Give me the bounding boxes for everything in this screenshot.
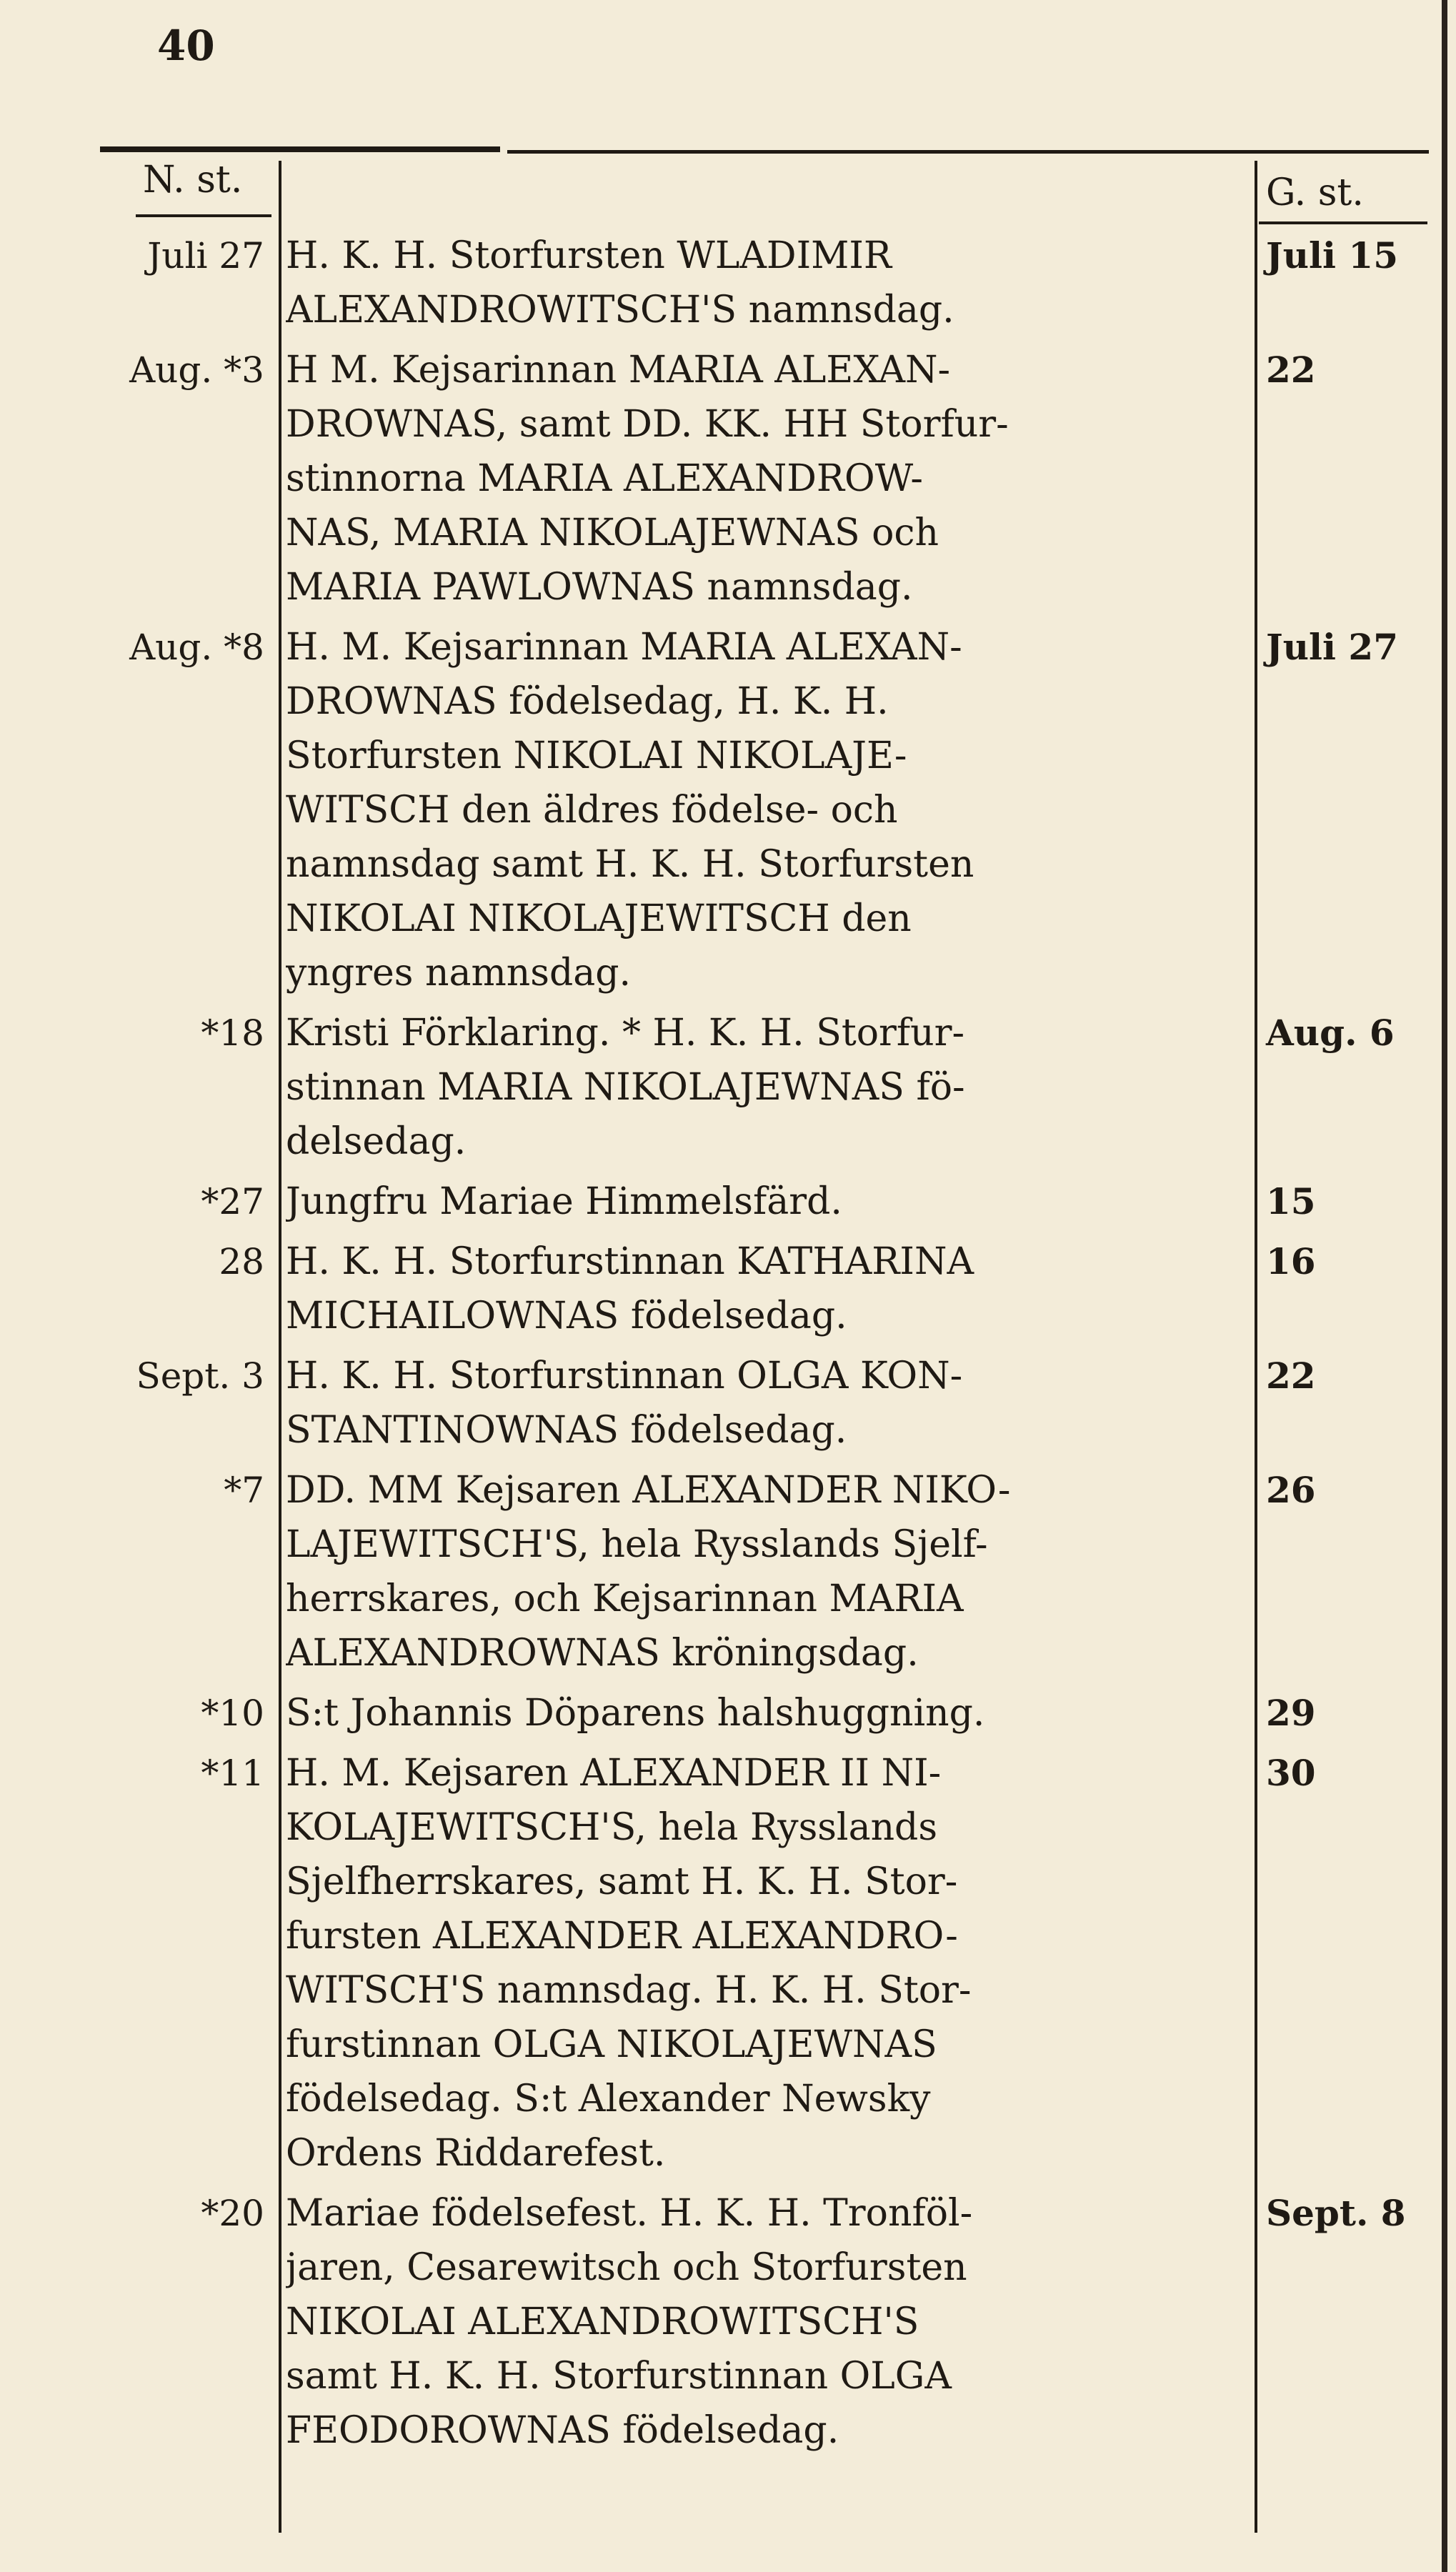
- entry-line: Storfursten NIKOLAI NIKOLAJE-: [286, 734, 907, 777]
- entry-text: [286, 1746, 1243, 2180]
- entry-line: DD. MM Kejsaren ALEXANDER NIKO-: [286, 1469, 1011, 1512]
- top-rule-left: [100, 146, 500, 152]
- entry-line: MARIA PAWLOWNAS namnsdag.: [286, 566, 913, 609]
- old-style-date: 30: [1266, 1752, 1316, 1794]
- entry-line: H. K. H. Storfurstinnan OLGA KON-: [286, 1355, 963, 1397]
- old-style-date: Aug. 6: [1266, 1012, 1395, 1054]
- entry-line: H. K. H. Storfurstinnan KATHARINA: [286, 1240, 974, 1283]
- entry-line: furstinnan OLGA NIKOLAJEWNAS: [286, 2023, 937, 2066]
- entry-line: S:t Johannis Döparens halshuggning.: [286, 1692, 985, 1735]
- header-rule-left: [136, 214, 271, 217]
- entry-line: DROWNAS födelsedag, H. K. H.: [286, 680, 889, 723]
- new-style-date: *18: [201, 1012, 264, 1054]
- entry-line: Sjelfherrskares, samt H. K. H. Stor-: [286, 1860, 958, 1903]
- new-style-date: *27: [201, 1181, 264, 1222]
- entry-line: stinnorna MARIA ALEXANDROW-: [286, 457, 923, 500]
- entry-text: [286, 620, 1243, 1000]
- entry-line: NIKOLAI NIKOLAJEWITSCH den: [286, 897, 912, 940]
- divider-left: [279, 161, 281, 2533]
- new-style-date: *7: [224, 1470, 264, 1511]
- old-style-date: 22: [1266, 1355, 1316, 1397]
- entry-line: FEODOROWNAS födelsedag.: [286, 2409, 839, 2452]
- old-style-date: 15: [1266, 1180, 1316, 1222]
- entry-line: STANTINOWNAS födelsedag.: [286, 1409, 847, 1452]
- old-style-date: Juli 27: [1266, 626, 1398, 668]
- entry-line: Mariae födelsefest. H. K. H. Tronföl-: [286, 2192, 973, 2235]
- entry-line: fursten ALEXANDER ALEXANDRO-: [286, 1915, 958, 1958]
- old-style-date: Juli 15: [1266, 234, 1398, 276]
- old-style-date: 26: [1266, 1469, 1316, 1511]
- entry-line: stinnan MARIA NIKOLAJEWNAS fö-: [286, 1066, 965, 1109]
- new-style-date: Juli 27: [147, 235, 264, 276]
- top-rule-right: [507, 150, 1429, 154]
- entry-line: H. K. H. Storfursten WLADIMIR: [286, 234, 892, 277]
- entry-line: DROWNAS, samt DD. KK. HH Storfur-: [286, 403, 1009, 446]
- entry-text: [286, 1463, 1243, 1680]
- entry-line: yngres namnsdag.: [286, 952, 632, 995]
- entry-text: [286, 1006, 1243, 1169]
- header-ns: N. st.: [143, 159, 243, 201]
- entry-text: [286, 1235, 1243, 1343]
- new-style-date: Sept. 3: [136, 1355, 264, 1397]
- old-style-date: Sept. 8: [1266, 2192, 1406, 2234]
- entry-line: NAS, MARIA NIKOLAJEWNAS och: [286, 512, 939, 554]
- entry-line: herrskares, och Kejsarinnan MARIA: [286, 1577, 964, 1620]
- new-style-date: *20: [201, 2193, 264, 2234]
- divider-right: [1255, 161, 1257, 2533]
- new-style-date: 28: [219, 1241, 264, 1282]
- header-rule-right: [1259, 221, 1427, 224]
- entry-line: samt H. K. H. Storfurstinnan OLGA: [286, 2355, 952, 2398]
- entry-line: ALEXANDROWNAS kröningsdag.: [286, 1632, 919, 1675]
- entry-line: NIKOLAI ALEXANDROWITSCH'S: [286, 2301, 919, 2343]
- entry-line: MICHAILOWNAS födelsedag.: [286, 1295, 847, 1337]
- entry-line: WITSCH'S namnsdag. H. K. H. Stor-: [286, 1969, 972, 2012]
- entry-text: [286, 1175, 1243, 1229]
- entry-text: [286, 343, 1243, 614]
- entry-line: LAJEWITSCH'S, hela Rysslands Sjelf-: [286, 1523, 988, 1566]
- entry-text: [286, 1349, 1243, 1457]
- entry-line: Kristi Förklaring. * H. K. H. Storfur-: [286, 1012, 965, 1055]
- entry-line: namnsdag samt H. K. H. Storfursten: [286, 843, 974, 886]
- page-number: 40: [157, 21, 215, 70]
- header-gs: G. st.: [1266, 171, 1364, 214]
- entry-line: delsedag.: [286, 1120, 467, 1163]
- new-style-date: Aug. *3: [129, 349, 264, 391]
- entry-text: [286, 2186, 1243, 2458]
- entry-line: KOLAJEWITSCH'S, hela Rysslands: [286, 1806, 938, 1849]
- entry-text: [286, 1686, 1243, 1740]
- entry-line: jaren, Cesarewitsch och Storfursten: [286, 2246, 967, 2289]
- entry-line: H. M. Kejsarinnan MARIA ALEXAN-: [286, 626, 962, 669]
- entry-line: Jungfru Mariae Himmelsfärd.: [286, 1180, 842, 1223]
- entry-line: H. M. Kejsaren ALEXANDER II NI-: [286, 1752, 942, 1795]
- page-edge: [1442, 0, 1447, 2572]
- entry-line: ALEXANDROWITSCH'S namnsdag.: [286, 289, 954, 332]
- entry-line: H M. Kejsarinnan MARIA ALEXAN-: [286, 349, 951, 392]
- old-style-date: 16: [1266, 1240, 1316, 1282]
- entry-text: [286, 229, 1243, 337]
- entry-line: födelsedag. S:t Alexander Newsky: [286, 2078, 931, 2120]
- new-style-date: Aug. *8: [129, 627, 264, 668]
- old-style-date: 22: [1266, 349, 1316, 391]
- old-style-date: 29: [1266, 1692, 1316, 1734]
- entry-line: Ordens Riddarefest.: [286, 2132, 666, 2175]
- new-style-date: *10: [201, 1693, 264, 1734]
- entry-line: WITSCH den äldres födelse- och: [286, 789, 898, 832]
- new-style-date: *11: [201, 1753, 264, 1794]
